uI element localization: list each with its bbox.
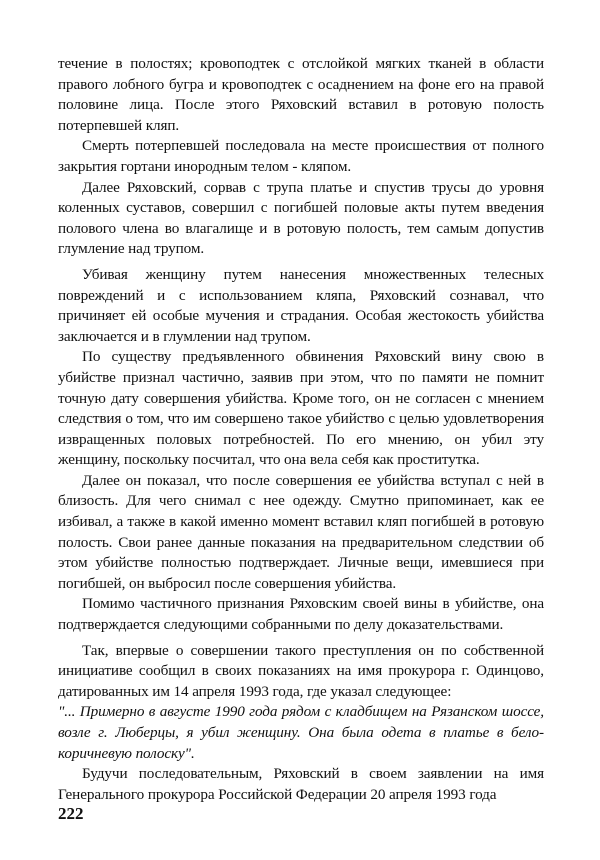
paragraph-2: Смерть потерпевшей последовала на месте происшествия от полного закрытия гортани инородным телом - кляпом. <box>58 137 544 175</box>
body-text <box>58 54 544 805</box>
paragraph-8: Так, впервые о совершении такого преступления он по собственной инициативе сообщил в своих показаниях на имя прокурора г. Одинцово, датированных им 14 апреля 1993 года, где указал следующее: <box>58 641 544 700</box>
paragraph-3: Далее Ряховский, сорвав с трупа платье и спустив трусы до уровня коленных суставов, совершил с погибшей половые акты путем введения полового члена во влагалище и в ротовую полость, тем самым допустив глумление над трупом. <box>58 178 544 258</box>
page-number: 222 <box>58 804 84 823</box>
paragraph-4: Убивая женщину путем нанесения множественных телесных повреждений и с использованием кляпа, Ряховский сознавал, что причиняет ей особые мучения и страдания. Особая жестокость убийства заключается и в глумлении над трупом. <box>58 265 544 345</box>
paragraph-6: Далее он показал, что после совершения ее убийства вступал с ней в близость. Для чего снимал с нее одежду. Смутно припоминает, как ее избивал, а также в какой именно момент вставил кляп погибшей в ротовую полость. Свои ранее данные показания на предварительном следствии об этом убийстве полностью подтверждает. Личные вещи, имевшиеся при погибшей, он выбросил после совершения убийства. <box>58 471 544 592</box>
paragraph-5: По существу предъявленного обвинения Ряховский вину свою в убийстве признал частично, заявив при этом, что по памяти не помнит точную дату совершения убийства. Кроме того, он не согласен с мнением следствия о том, что им совершено такое убийство с целью удовлетворения извращенных половых потребностей. По его мнению, он убил эту женщину, поскольку посчитал, что она вела себя как проститутка. <box>58 348 544 469</box>
paragraph-9: Будучи последовательным, Ряховский в своем заявлении на имя Генерального прокурора Российской Федерации 20 апреля 1993 года <box>58 765 544 803</box>
paragraph-7: Помимо частичного признания Ряховским своей вины в убийстве, она подтверждается следующими собранными по делу доказательствами. <box>58 595 544 634</box>
paragraph-1: течение в полостях; кровоподтек с отслойкой мягких тканей в области правого лобного бугра и кровоподтек с осаднением на фоне его на правой половине лица. После этого Ряховский вставил в ротовую полость потерпевшей кляп. <box>58 55 544 134</box>
quotation: "... Примерно в августе 1990 года рядом с кладбищем на Рязанском шоссе, возле г. Люберцы, я убил женщину. Она была одета в платье в бело-коричневую полоску". <box>58 703 544 762</box>
